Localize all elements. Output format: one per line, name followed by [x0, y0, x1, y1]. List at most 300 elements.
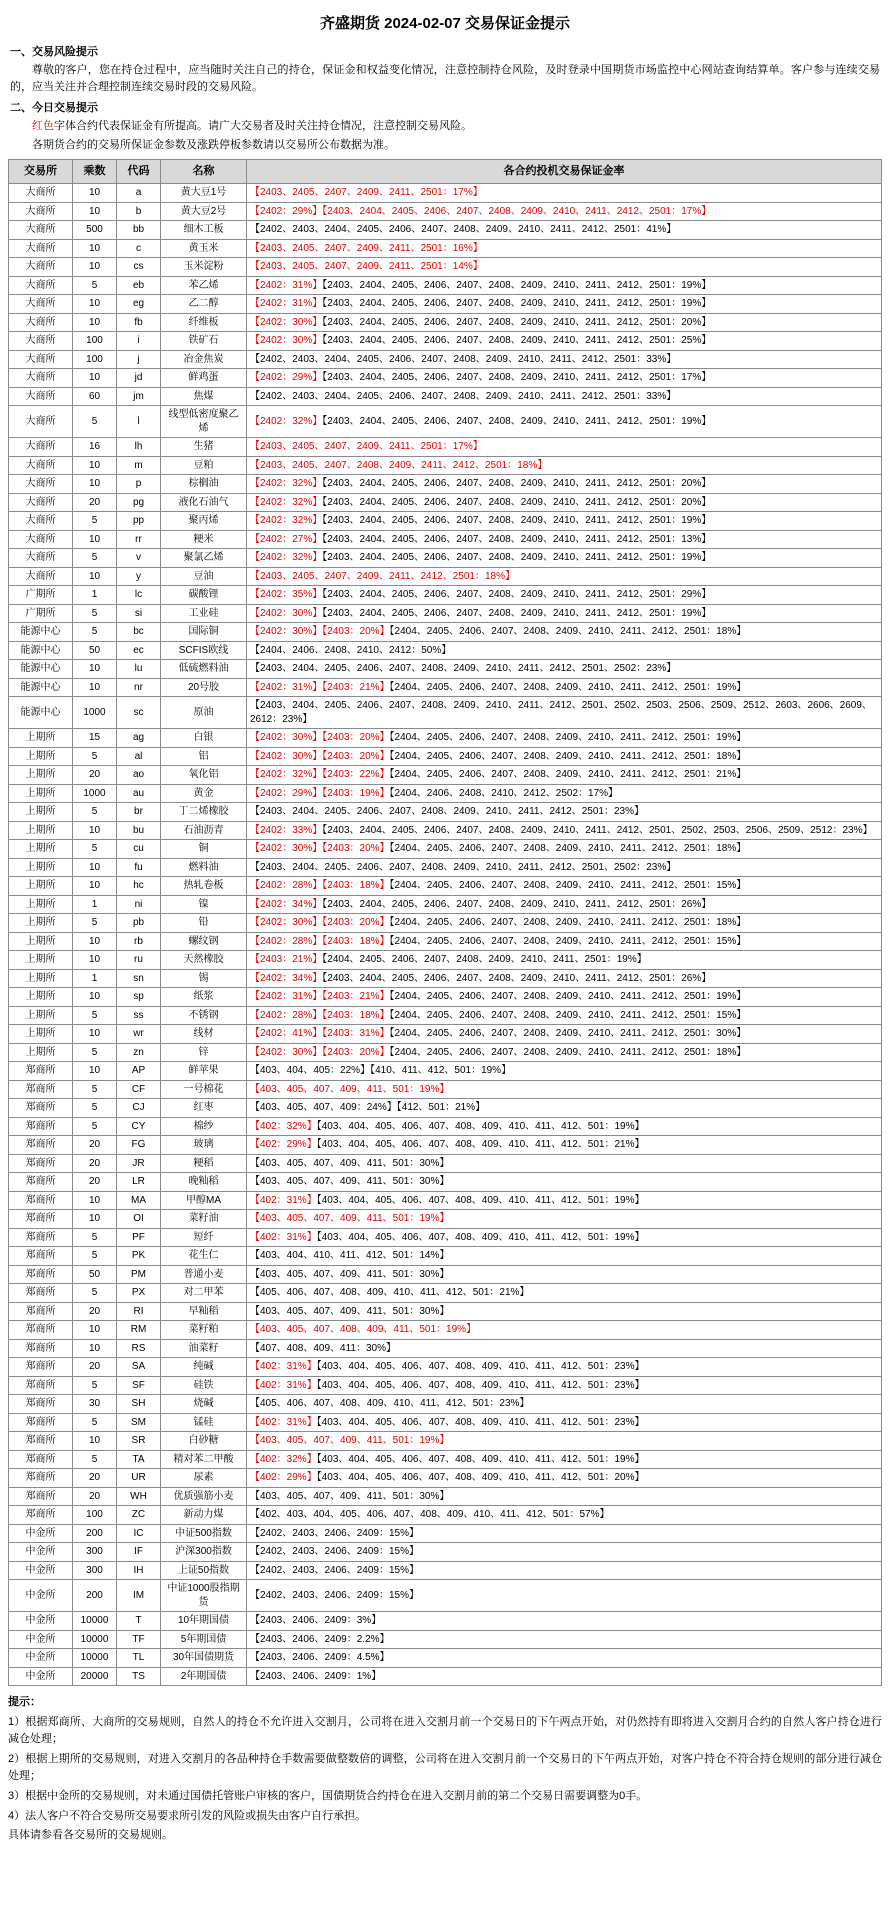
- cell-multiplier: 60: [73, 387, 117, 406]
- cell-exchange: 上期所: [9, 766, 73, 785]
- cell-rates: [247, 840, 882, 859]
- cell-name: 新动力煤: [161, 1506, 247, 1525]
- cell-multiplier: 30: [73, 1395, 117, 1414]
- cell-name: 液化石油气: [161, 493, 247, 512]
- cell-name: 沪深300指数: [161, 1543, 247, 1562]
- cell-code: LR: [117, 1173, 161, 1192]
- rate-normal: 【2403、2404、2405、2406、2407、2408、2409、2410、2411、2412、2501：19%】: [322, 298, 712, 310]
- cell-rates: [247, 1302, 882, 1321]
- cell-multiplier: 10: [73, 660, 117, 679]
- note-item-4: 4）法人客户不符合交易所交易要求所引发的风险或损失由客户自行承担。: [8, 1809, 367, 1822]
- cell-code: JR: [117, 1154, 161, 1173]
- cell-rates: [247, 895, 882, 914]
- column-header-rates: 各合约投机交易保证金率: [247, 160, 882, 184]
- rate-normal: 【2403、2404、2405、2406、2407、2408、2409、2410、2411、2412、2501：26%】: [322, 898, 712, 910]
- cell-multiplier: 15: [73, 729, 117, 748]
- cell-name: 20号胶: [161, 678, 247, 697]
- cell-exchange: 郑商所: [9, 1247, 73, 1266]
- cell-name: 焦煤: [161, 387, 247, 406]
- cell-exchange: 大商所: [9, 549, 73, 568]
- rate-normal: 【403、404、405、406、407、408、409、410、411、412、501：19%】: [316, 1120, 645, 1132]
- cell-rates: [247, 239, 882, 258]
- cell-code: WH: [117, 1487, 161, 1506]
- cell-rates: [247, 586, 882, 605]
- cell-name: 聚丙烯: [161, 512, 247, 531]
- cell-exchange: 上期所: [9, 988, 73, 1007]
- rate-normal: 【2402、2403、2406、2409：15%】: [250, 1589, 419, 1601]
- cell-multiplier: 5: [73, 549, 117, 568]
- cell-multiplier: 200: [73, 1580, 117, 1612]
- cell-exchange: 上期所: [9, 914, 73, 933]
- cell-exchange: 大商所: [9, 456, 73, 475]
- cell-exchange: 郑商所: [9, 1228, 73, 1247]
- cell-multiplier: 1: [73, 586, 117, 605]
- cell-exchange: 能源中心: [9, 697, 73, 729]
- cell-name: 天然橡胶: [161, 951, 247, 970]
- cell-code: nr: [117, 678, 161, 697]
- table-row: [9, 406, 882, 438]
- cell-rates: [247, 567, 882, 586]
- cell-code: CJ: [117, 1099, 161, 1118]
- cell-code: b: [117, 202, 161, 221]
- cell-code: bb: [117, 221, 161, 240]
- cell-rates: [247, 1099, 882, 1118]
- margin-rate-table: [8, 159, 882, 1686]
- cell-name: 聚氯乙烯: [161, 549, 247, 568]
- cell-name: 棉纱: [161, 1117, 247, 1136]
- rate-normal: 【403、404、405、406、407、408、409、410、411、412、501：19%】: [316, 1231, 645, 1243]
- cell-rates: [247, 1247, 882, 1266]
- cell-exchange: 大商所: [9, 202, 73, 221]
- cell-multiplier: 20: [73, 1136, 117, 1155]
- table-row: [9, 1117, 882, 1136]
- rate-normal: 【403、405、407、409、411、501：30%】: [250, 1157, 450, 1169]
- cell-name: 铅: [161, 914, 247, 933]
- rate-increased: 【2403、2405、2407、2409、2411、2501：16%】: [250, 242, 483, 254]
- cell-multiplier: 5: [73, 1284, 117, 1303]
- cell-name: 2年期国债: [161, 1667, 247, 1686]
- rate-normal: 【2403、2404、2405、2406、2407、2408、2409、2410、2411、2412、2501：13%】: [322, 533, 712, 545]
- cell-exchange: 广期所: [9, 586, 73, 605]
- cell-name: 油菜籽: [161, 1339, 247, 1358]
- cell-rates: [247, 456, 882, 475]
- cell-exchange: 大商所: [9, 475, 73, 494]
- cell-rates: [247, 406, 882, 438]
- cell-multiplier: 5: [73, 623, 117, 642]
- table-row: [9, 1413, 882, 1432]
- section-2-paragraph-1: [8, 117, 882, 136]
- rate-normal: 【407、408、409、411：30%】: [250, 1342, 397, 1354]
- cell-multiplier: 10: [73, 988, 117, 1007]
- cell-name: 鲜鸡蛋: [161, 369, 247, 388]
- cell-exchange: 上期所: [9, 784, 73, 803]
- cell-rates: [247, 1469, 882, 1488]
- table-row: [9, 1612, 882, 1631]
- table-row: [9, 697, 882, 729]
- cell-multiplier: 10: [73, 567, 117, 586]
- rate-increased: 【402：29%】: [250, 1139, 317, 1151]
- cell-rates: [247, 1358, 882, 1377]
- section-2-paragraph-2: 各期货合约的交易所保证金参数及涨跌停板参数请以交易所公布数据为准。: [32, 139, 395, 152]
- cell-exchange: 上期所: [9, 1006, 73, 1025]
- rate-normal: 【2402、2403、2406、2409：15%】: [250, 1527, 419, 1539]
- rate-increased: 【2402：30%】: [250, 316, 323, 328]
- cell-code: si: [117, 604, 161, 623]
- table-row: [9, 623, 882, 642]
- cell-rates: [247, 951, 882, 970]
- table-row: [9, 1265, 882, 1284]
- rate-normal: 【2403、2406、2409：1%】: [250, 1670, 382, 1682]
- cell-rates: [247, 1173, 882, 1192]
- rate-normal: 【2404、2405、2406、2407、2408、2409、2410、2411、2412、2501：30%】: [389, 1028, 747, 1040]
- cell-name: 30年国债期货: [161, 1649, 247, 1668]
- cell-rates: [247, 729, 882, 748]
- cell-multiplier: 10: [73, 877, 117, 896]
- cell-code: br: [117, 803, 161, 822]
- cell-name: 粳稻: [161, 1154, 247, 1173]
- table-row: [9, 239, 882, 258]
- cell-rates: [247, 295, 882, 314]
- cell-multiplier: 100: [73, 332, 117, 351]
- cell-rates: [247, 604, 882, 623]
- cell-exchange: 中金所: [9, 1580, 73, 1612]
- cell-exchange: 上期所: [9, 969, 73, 988]
- rate-normal: 【403、405、407、409、411、501：30%】: [250, 1176, 450, 1188]
- cell-exchange: 郑商所: [9, 1173, 73, 1192]
- cell-name: 苯乙烯: [161, 276, 247, 295]
- cell-multiplier: 5: [73, 914, 117, 933]
- cell-multiplier: 10: [73, 239, 117, 258]
- rate-increased: 【2402：30%】【2403：20%】: [250, 917, 390, 929]
- rate-normal: 【2404、2405、2406、2407、2408、2409、2410、2411、2412、2501：19%】: [389, 991, 747, 1003]
- cell-rates: [247, 1062, 882, 1081]
- rate-increased: 【2402：34%】: [250, 972, 323, 984]
- cell-rates: [247, 858, 882, 877]
- cell-rates: [247, 1450, 882, 1469]
- cell-code: IM: [117, 1580, 161, 1612]
- rate-normal: 【403、405、407、409、411、501：30%】: [250, 1268, 450, 1280]
- rate-increased: 【2402：28%】【2403：18%】: [250, 880, 390, 892]
- cell-multiplier: 10: [73, 475, 117, 494]
- cell-multiplier: 10: [73, 1062, 117, 1081]
- cell-name: 国际铜: [161, 623, 247, 642]
- cell-rates: [247, 821, 882, 840]
- cell-multiplier: 10: [73, 1321, 117, 1340]
- cell-exchange: 中金所: [9, 1524, 73, 1543]
- cell-exchange: 大商所: [9, 313, 73, 332]
- rate-increased: 【2402：29%】【2403：19%】: [250, 787, 390, 799]
- cell-rates: [247, 1136, 882, 1155]
- cell-name: 丁二烯橡胶: [161, 803, 247, 822]
- cell-code: IC: [117, 1524, 161, 1543]
- table-row: [9, 1630, 882, 1649]
- cell-name: 菜籽油: [161, 1210, 247, 1229]
- cell-name: 上证50指数: [161, 1561, 247, 1580]
- cell-rates: [247, 276, 882, 295]
- cell-name: 碳酸锂: [161, 586, 247, 605]
- rate-increased: 【2402：32%】: [250, 515, 323, 527]
- cell-name: 冶金焦炭: [161, 350, 247, 369]
- cell-exchange: 郑商所: [9, 1432, 73, 1451]
- rate-normal: 【405、406、407、408、409、410、411、412、501：21%】: [250, 1287, 530, 1299]
- cell-rates: [247, 932, 882, 951]
- cell-rates: [247, 766, 882, 785]
- cell-multiplier: 10: [73, 202, 117, 221]
- cell-name: 玉米淀粉: [161, 258, 247, 277]
- cell-exchange: 上期所: [9, 951, 73, 970]
- cell-multiplier: 10: [73, 1210, 117, 1229]
- page-title: 齐盛期货 2024-02-07 交易保证金提示: [319, 15, 571, 32]
- cell-code: ss: [117, 1006, 161, 1025]
- cell-multiplier: 5: [73, 1247, 117, 1266]
- cell-code: zn: [117, 1043, 161, 1062]
- cell-name: 锌: [161, 1043, 247, 1062]
- table-row: [9, 932, 882, 951]
- cell-multiplier: 10: [73, 295, 117, 314]
- cell-code: sn: [117, 969, 161, 988]
- rate-normal: 【2403、2404、2405、2406、2407、2408、2409、2410、2411、2412、2501：20%】: [322, 316, 712, 328]
- cell-multiplier: 5: [73, 1099, 117, 1118]
- table-row: [9, 1395, 882, 1414]
- cell-code: TA: [117, 1450, 161, 1469]
- cell-code: IH: [117, 1561, 161, 1580]
- rate-increased: 【2402：30%】: [250, 607, 323, 619]
- rate-increased: 【2402：31%】: [250, 279, 323, 291]
- table-row: [9, 988, 882, 1007]
- section-1-heading: 一、交易风险提示: [10, 46, 98, 58]
- rate-normal: 【405、406、407、408、409、410、411、412、501：23%】: [250, 1398, 530, 1410]
- cell-rates: [247, 803, 882, 822]
- rate-increased: 【2402：27%】: [250, 533, 323, 545]
- cell-code: bu: [117, 821, 161, 840]
- table-row: [9, 1487, 882, 1506]
- cell-exchange: 郑商所: [9, 1321, 73, 1340]
- rate-normal: 【2402、2403、2404、2405、2406、2407、2408、2409、2410、2411、2412、2501：33%】: [250, 390, 677, 402]
- cell-exchange: 大商所: [9, 512, 73, 531]
- cell-name: 纯碱: [161, 1358, 247, 1377]
- table-row: [9, 1339, 882, 1358]
- cell-code: RS: [117, 1339, 161, 1358]
- cell-code: wr: [117, 1025, 161, 1044]
- table-row: [9, 1376, 882, 1395]
- cell-multiplier: 1000: [73, 784, 117, 803]
- cell-multiplier: 50: [73, 1265, 117, 1284]
- cell-multiplier: 10: [73, 678, 117, 697]
- rate-increased: 【403、405、407、409、411、501：19%】: [250, 1435, 450, 1447]
- rate-normal: 【2404、2405、2406、2407、2408、2409、2410、2411、2412、2501：18%】: [389, 843, 747, 855]
- rate-normal: 【403、404、405、406、407、408、409、410、411、412、501：23%】: [316, 1379, 645, 1391]
- table-row: [9, 369, 882, 388]
- cell-rates: [247, 313, 882, 332]
- rate-normal: 【403、404、405、406、407、408、409、410、411、412、501：20%】: [316, 1472, 645, 1484]
- cell-exchange: 郑商所: [9, 1376, 73, 1395]
- table-row: [9, 766, 882, 785]
- cell-code: CY: [117, 1117, 161, 1136]
- cell-rates: [247, 1265, 882, 1284]
- cell-rates: [247, 332, 882, 351]
- rate-increased: 【2402：41%】【2403：31%】: [250, 1028, 390, 1040]
- cell-exchange: 大商所: [9, 239, 73, 258]
- cell-name: 线材: [161, 1025, 247, 1044]
- cell-exchange: 能源中心: [9, 623, 73, 642]
- cell-multiplier: 10: [73, 858, 117, 877]
- cell-multiplier: 20: [73, 1487, 117, 1506]
- cell-multiplier: 5: [73, 512, 117, 531]
- cell-rates: [247, 784, 882, 803]
- rate-normal: 【2404、2405、2406、2407、2408、2409、2410、2411、2412、2501：15%】: [389, 880, 747, 892]
- cell-code: y: [117, 567, 161, 586]
- rate-increased: 【2402：31%】【2403：21%】: [250, 681, 390, 693]
- cell-exchange: 大商所: [9, 221, 73, 240]
- rate-normal: 【2403、2406、2409：2.2%】: [250, 1633, 390, 1645]
- cell-rates: [247, 1413, 882, 1432]
- table-row: [9, 438, 882, 457]
- table-row: [9, 969, 882, 988]
- cell-code: rr: [117, 530, 161, 549]
- rate-increased: 【2402：33%】: [250, 824, 323, 836]
- table-row: [9, 641, 882, 660]
- cell-code: ni: [117, 895, 161, 914]
- cell-multiplier: 100: [73, 350, 117, 369]
- cell-multiplier: 20: [73, 1173, 117, 1192]
- rate-normal: 【2404、2405、2406、2407、2408、2409、2410、2411、2412、2501：21%】: [389, 769, 747, 781]
- table-row: [9, 678, 882, 697]
- cell-name: 花生仁: [161, 1247, 247, 1266]
- column-header-name: 名称: [161, 160, 247, 184]
- cell-multiplier: 100: [73, 1506, 117, 1525]
- cell-code: p: [117, 475, 161, 494]
- table-row: [9, 821, 882, 840]
- cell-name: 优质强筋小麦: [161, 1487, 247, 1506]
- rate-increased: 【2403：21%】: [250, 954, 323, 966]
- table-row: [9, 1667, 882, 1686]
- cell-rates: [247, 350, 882, 369]
- cell-name: 黄玉米: [161, 239, 247, 258]
- table-row: [9, 549, 882, 568]
- cell-multiplier: 10: [73, 258, 117, 277]
- table-row: [9, 1043, 882, 1062]
- cell-name: 乙二醇: [161, 295, 247, 314]
- rate-normal: 【403、404、405：22%】【410、411、412、501：19%】: [250, 1065, 512, 1077]
- cell-exchange: 能源中心: [9, 641, 73, 660]
- cell-exchange: 中金所: [9, 1630, 73, 1649]
- cell-name: 不锈钢: [161, 1006, 247, 1025]
- rate-normal: 【2403、2404、2405、2406、2407、2408、2409、2410、2411、2412、2501：23%】: [250, 806, 644, 818]
- cell-multiplier: 1: [73, 895, 117, 914]
- cell-exchange: 郑商所: [9, 1191, 73, 1210]
- cell-exchange: 郑商所: [9, 1154, 73, 1173]
- cell-name: 尿素: [161, 1469, 247, 1488]
- cell-multiplier: 20: [73, 1469, 117, 1488]
- cell-code: sp: [117, 988, 161, 1007]
- cell-exchange: 大商所: [9, 530, 73, 549]
- note-item-5: 具体请参看各交易所的交易规则。: [8, 1829, 173, 1842]
- cell-rates: [247, 475, 882, 494]
- rate-increased: 【403、405、407、409、411、501：19%】: [250, 1213, 450, 1225]
- rate-normal: 【403、405、407、409：24%】【412、501：21%】: [250, 1102, 486, 1114]
- rate-increased: 【2403、2405、2407、2409、2411、2412、2501：18%】: [250, 570, 515, 582]
- cell-exchange: 上期所: [9, 895, 73, 914]
- table-row: [9, 313, 882, 332]
- table-row: [9, 567, 882, 586]
- cell-multiplier: 1: [73, 969, 117, 988]
- cell-code: cu: [117, 840, 161, 859]
- table-row: [9, 803, 882, 822]
- cell-multiplier: 10000: [73, 1649, 117, 1668]
- cell-multiplier: 16: [73, 438, 117, 457]
- column-header-multiplier: 乘数: [73, 160, 117, 184]
- cell-multiplier: 5: [73, 1228, 117, 1247]
- rate-normal: 【2403、2404、2405、2406、2407、2408、2409、2410、2411、2412、2501、2502：23%】: [250, 861, 677, 873]
- rate-increased: 【2403、2405、2407、2409、2411、2501：14%】: [250, 261, 483, 273]
- table-row: [9, 475, 882, 494]
- cell-name: 豆油: [161, 567, 247, 586]
- cell-exchange: 郑商所: [9, 1469, 73, 1488]
- cell-exchange: 大商所: [9, 332, 73, 351]
- cell-rates: [247, 678, 882, 697]
- table-row: [9, 276, 882, 295]
- cell-multiplier: 5: [73, 1117, 117, 1136]
- cell-multiplier: 1000: [73, 697, 117, 729]
- cell-name: 白砂糖: [161, 1432, 247, 1451]
- cell-code: fu: [117, 858, 161, 877]
- cell-exchange: 上期所: [9, 821, 73, 840]
- cell-name: 豆粕: [161, 456, 247, 475]
- cell-code: PK: [117, 1247, 161, 1266]
- cell-exchange: 郑商所: [9, 1339, 73, 1358]
- cell-multiplier: 5: [73, 604, 117, 623]
- rate-increased: 【2402：30%】【2403：20%】: [250, 1046, 390, 1058]
- table-row: [9, 1302, 882, 1321]
- red-emphasis-text: 红色: [32, 120, 54, 133]
- cell-multiplier: 10: [73, 1025, 117, 1044]
- cell-name: 对二甲苯: [161, 1284, 247, 1303]
- cell-code: SH: [117, 1395, 161, 1414]
- cell-exchange: 上期所: [9, 729, 73, 748]
- cell-exchange: 上期所: [9, 1043, 73, 1062]
- cell-rates: [247, 184, 882, 203]
- rate-increased: 【2402：35%】: [250, 589, 323, 601]
- cell-code: lc: [117, 586, 161, 605]
- rate-increased: 【2402：28%】【2403：18%】: [250, 935, 390, 947]
- cell-code: SA: [117, 1358, 161, 1377]
- rate-increased: 【2403、2405、2407、2409、2411、2501：17%】: [250, 441, 483, 453]
- cell-rates: [247, 1043, 882, 1062]
- cell-exchange: 郑商所: [9, 1487, 73, 1506]
- rate-normal: 【2403、2404、2405、2406、2407、2408、2409、2410、2411、2412、2501：19%】: [322, 279, 712, 291]
- cell-multiplier: 10: [73, 456, 117, 475]
- cell-code: c: [117, 239, 161, 258]
- cell-multiplier: 20: [73, 493, 117, 512]
- rate-normal: 【2402、2403、2406、2409：15%】: [250, 1564, 419, 1576]
- table-row: [9, 530, 882, 549]
- cell-exchange: 上期所: [9, 1025, 73, 1044]
- note-item-1: 1）根据郑商所、大商所的交易规则，自然人的持仓不允许进入交割月，公司将在进入交割月前一个交易日的下午两点开始，对仍然持有即将进入交割月合约的自然人客户持仓进行减仓处理；: [8, 1715, 882, 1746]
- cell-name: 工业硅: [161, 604, 247, 623]
- rate-normal: 【403、404、405、406、407、408、409、410、411、412、501：19%】: [316, 1453, 645, 1465]
- table-row: [9, 1025, 882, 1044]
- cell-rates: [247, 988, 882, 1007]
- cell-exchange: 上期所: [9, 803, 73, 822]
- cell-exchange: 郑商所: [9, 1117, 73, 1136]
- cell-code: ZC: [117, 1506, 161, 1525]
- rate-normal: 【403、404、405、406、407、408、409、410、411、412、501：21%】: [316, 1139, 645, 1151]
- cell-rates: [247, 1630, 882, 1649]
- rate-normal: 【2403、2404、2405、2406、2407、2408、2409、2410、2411、2412、2501：20%】: [322, 496, 712, 508]
- table-row: [9, 1506, 882, 1525]
- cell-exchange: 郑商所: [9, 1136, 73, 1155]
- cell-name: 精对苯二甲酸: [161, 1450, 247, 1469]
